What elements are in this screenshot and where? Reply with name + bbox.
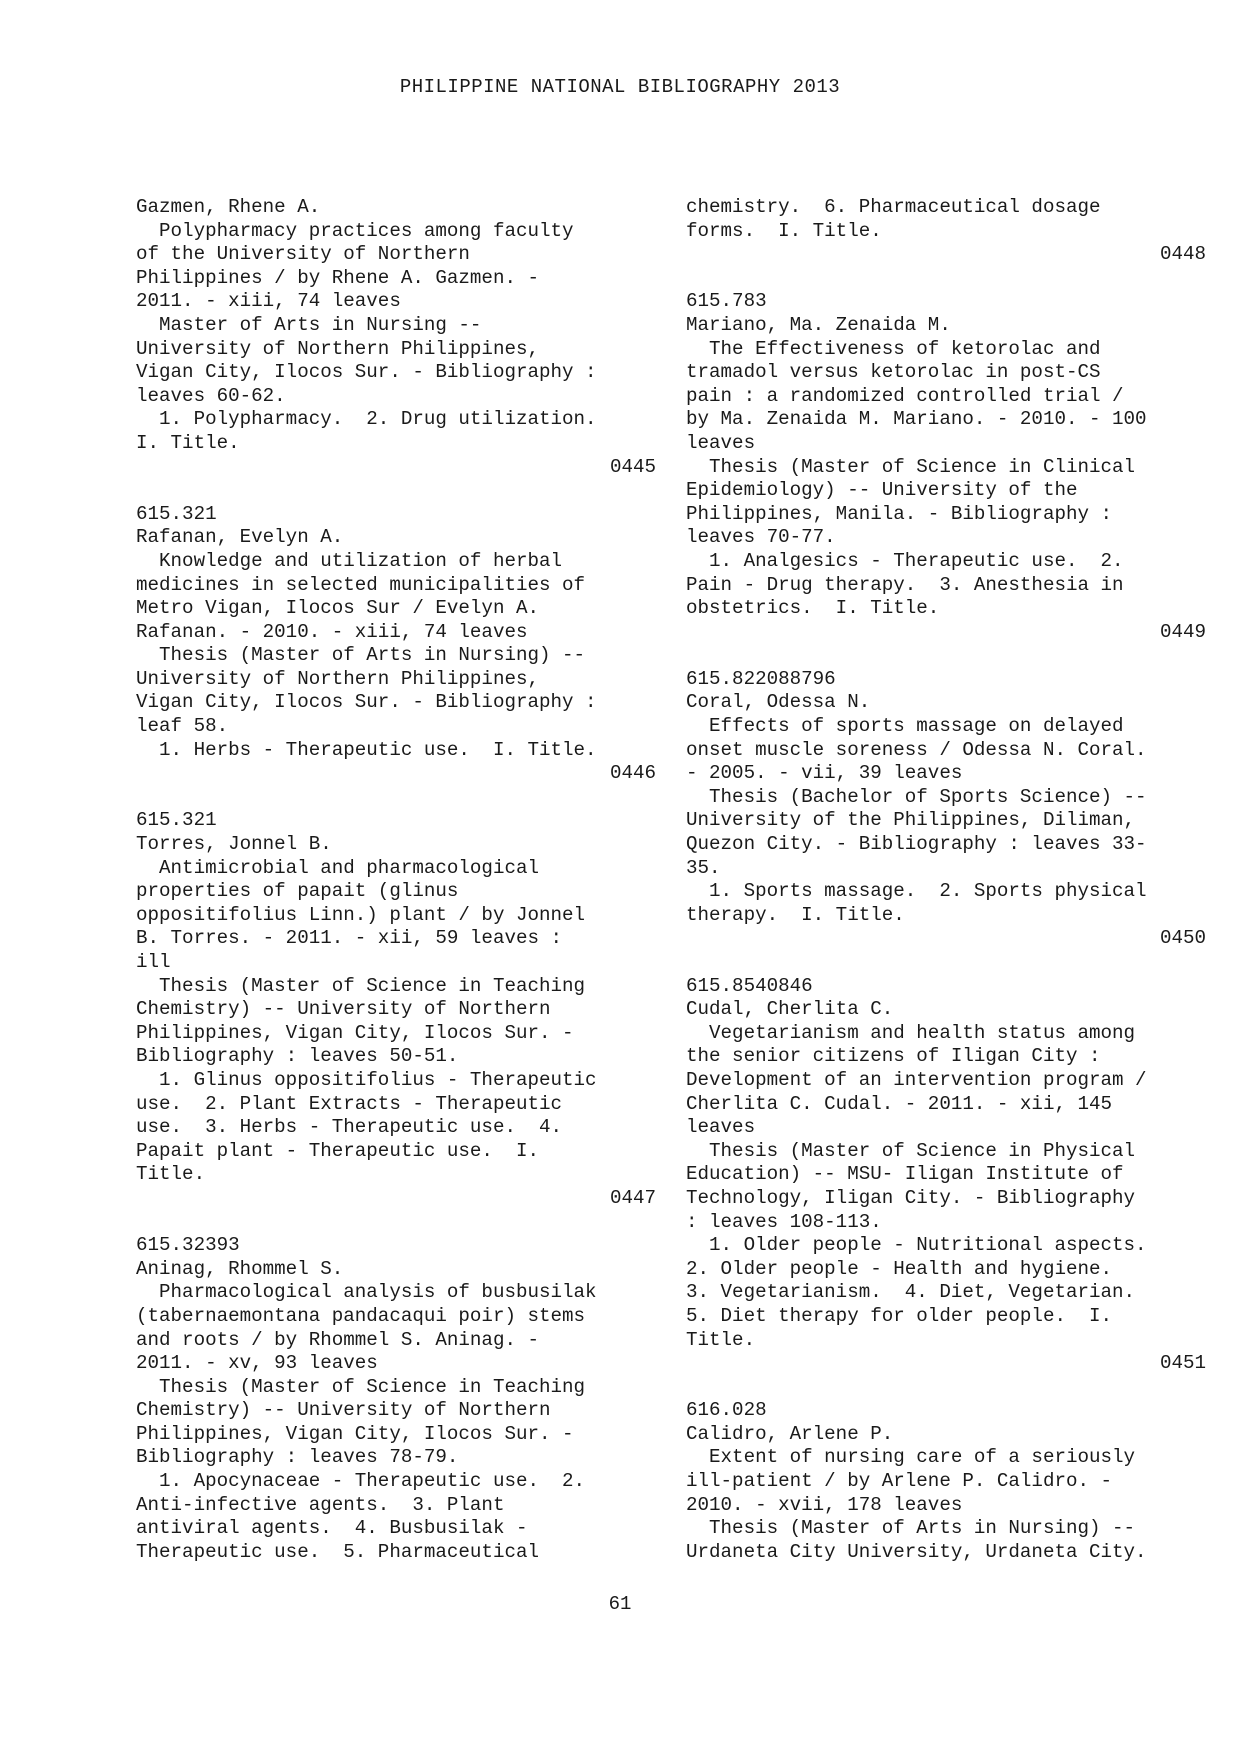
entry-line: Technology, Iligan City. - Bibliography — [686, 1186, 1136, 1209]
entry-line: 615.783 — [686, 290, 767, 313]
entry-line: 1. Analgesics - Therapeutic use. 2. — [686, 549, 1124, 572]
entry-line: Cudal, Cherlita C. — [686, 998, 894, 1021]
entry-line: Effects of sports massage on delayed — [686, 715, 1124, 738]
entry-line: Thesis (Master of Arts in Nursing) -- — [686, 1517, 1136, 1540]
entry-line: 2010. - xvii, 178 leaves — [686, 1493, 963, 1516]
entry-line: 3. Vegetarianism. 4. Diet, Vegetarian. — [686, 1281, 1136, 1304]
entry-line: Thesis (Master of Arts in Nursing) -- — [136, 644, 586, 667]
accession-number: 0448 — [1159, 243, 1206, 266]
entry-line: Rafanan. - 2010. - xiii, 74 leaves — [136, 620, 528, 643]
page-number: 61 — [608, 1593, 632, 1615]
entry-line: (tabernaemontana pandacaqui poir) stems — [136, 1304, 586, 1327]
entry-line: Aninag, Rhommel S. — [136, 1257, 344, 1280]
entry-line: Philippines, Vigan City, Ilocos Sur. - — [136, 1422, 574, 1445]
entry-spacer — [136, 786, 656, 810]
entry-line: Therapeutic use. 5. Pharmaceutical — [136, 1540, 540, 1563]
entry-line: University of Northern Philippines, — [136, 667, 540, 690]
entry-line: medicines in selected municipalities of — [136, 573, 586, 596]
entry-line: obstetrics. I. Title. — [686, 597, 940, 620]
entry-line: Pharmacological analysis of busbusilak — [136, 1281, 597, 1304]
entry-line: Metro Vigan, Ilocos Sur / Evelyn A. — [136, 597, 540, 620]
entry-line: Philippines, Vigan City, Ilocos Sur. - — [136, 1021, 574, 1044]
entry-line: chemistry. 6. Pharmaceutical dosage — [686, 196, 1101, 218]
entry-line: 616.028 — [686, 1399, 767, 1422]
entry-line: Thesis (Master of Science in Clinical — [686, 455, 1136, 478]
entry-line: Vigan City, Ilocos Sur. - Bibliography : — [136, 361, 597, 384]
entry-line: Polypharmacy practices among faculty — [136, 219, 574, 242]
left-column — [136, 196, 656, 1564]
page-header: PHILIPPINE NATIONAL BIBLIOGRAPHY 2013 — [399, 76, 841, 98]
entry-line: Mariano, Ma. Zenaida M. — [686, 313, 951, 336]
entry-line: 5. Diet therapy for older people. I. — [686, 1304, 1113, 1327]
entry-line: 1. Glinus oppositifolius - Therapeutic — [136, 1068, 597, 1091]
accession-number: 0450 — [1159, 927, 1206, 950]
entry-line: tramadol versus ketorolac in post-CS — [686, 361, 1101, 384]
entry-line: pain : a randomized controlled trial / — [686, 384, 1124, 407]
entry-spacer — [686, 1376, 1206, 1400]
entry-line: Education) -- MSU- Iligan Institute of — [686, 1163, 1124, 1186]
entry-line: Rafanan, Evelyn A. — [136, 526, 344, 549]
entry-line: The Effectiveness of ketorolac and — [686, 337, 1101, 360]
entry-line: Thesis (Bachelor of Sports Science) -- — [686, 785, 1147, 808]
entry-line: Bibliography : leaves 78-79. — [136, 1446, 459, 1469]
entry-line: Urdaneta City University, Urdaneta City. — [686, 1540, 1147, 1563]
entry-line: Anti-infective agents. 3. Plant — [136, 1493, 505, 1516]
entry-line: Thesis (Master of Science in Teaching — [136, 974, 586, 997]
entry-line: 615.8540846 — [686, 974, 813, 997]
entry-line: 1. Herbs - Therapeutic use. I. Title. — [136, 738, 597, 761]
entry-line: Torres, Jonnel B. — [136, 833, 332, 856]
accession-number: 0451 — [1159, 1352, 1206, 1375]
entry-line: oppositifolius Linn.) plant / by Jonnel — [136, 903, 586, 926]
entry-line: use. 2. Plant Extracts - Therapeutic — [136, 1092, 563, 1115]
entry-line: and roots / by Rhommel S. Aninag. - — [136, 1328, 540, 1351]
entry-line: Knowledge and utilization of herbal — [136, 549, 563, 572]
entry-line: 2011. - xiii, 74 leaves — [136, 290, 401, 313]
entry-line: therapy. I. Title. — [686, 903, 905, 926]
entry-line: Calidro, Arlene P. — [686, 1422, 894, 1445]
accession-number: 0447 — [609, 1186, 656, 1209]
entry-spacer — [136, 1211, 656, 1235]
entry-line: the senior citizens of Iligan City : — [686, 1045, 1101, 1068]
entry-line: by Ma. Zenaida M. Mariano. - 2010. - 100 — [686, 408, 1147, 431]
entry-line: onset muscle soreness / Odessa N. Coral. — [686, 738, 1147, 761]
entry-line: Epidemiology) -- University of the — [686, 479, 1078, 502]
entry-spacer — [686, 951, 1206, 975]
entry-line: ill — [136, 951, 171, 973]
entry-line: 615.822088796 — [686, 667, 836, 690]
entry-line: Chemistry) -- University of Northern — [136, 1399, 551, 1422]
entry-line: Chemistry) -- University of Northern — [136, 998, 551, 1021]
entry-line: 2. Older people - Health and hygiene. — [686, 1257, 1113, 1280]
entry-line: leaves 70-77. — [686, 526, 836, 549]
entry-line: B. Torres. - 2011. - xii, 59 leaves : — [136, 927, 563, 950]
entry-line: 615.321 — [136, 502, 217, 525]
entry-line: 1. Older people - Nutritional aspects. — [686, 1234, 1147, 1257]
entry-line: 1. Polypharmacy. 2. Drug utilization. — [136, 408, 597, 431]
right-column — [686, 196, 1206, 1564]
entry-line: Coral, Odessa N. — [686, 691, 871, 714]
entry-line: University of Northern Philippines, — [136, 337, 540, 360]
entry-line: 35. — [686, 856, 721, 879]
entry-line: 615.321 — [136, 809, 217, 832]
entry-line: Master of Arts in Nursing -- — [136, 313, 482, 336]
entry-line: leaves — [686, 1116, 756, 1139]
entry-line: antiviral agents. 4. Busbusilak - — [136, 1517, 528, 1540]
entry-spacer — [686, 644, 1206, 668]
entry-line: Philippines, Manila. - Bibliography : — [686, 502, 1113, 525]
entry-line: Philippines / by Rhene A. Gazmen. - — [136, 266, 540, 289]
accession-number: 0445 — [609, 455, 656, 478]
entry-line: Title. — [136, 1163, 206, 1186]
entry-line: - 2005. - vii, 39 leaves — [686, 762, 963, 785]
entry-line: Extent of nursing care of a seriously — [686, 1446, 1136, 1469]
entry-line: Cherlita C. Cudal. - 2011. - xii, 145 — [686, 1092, 1113, 1115]
accession-number: 0449 — [1159, 620, 1206, 643]
entry-line: 615.32393 — [136, 1234, 240, 1257]
entry-line: Quezon City. - Bibliography : leaves 33- — [686, 833, 1147, 856]
entry-line: 1. Apocynaceae - Therapeutic use. 2. — [136, 1470, 586, 1493]
entry-spacer — [686, 267, 1206, 291]
entry-line: : leaves 108-113. — [686, 1210, 882, 1233]
entry-line: leaves — [686, 431, 756, 454]
entry-line: Title. — [686, 1328, 756, 1351]
entry-line: Antimicrobial and pharmacological — [136, 856, 540, 879]
entry-line: University of the Philippines, Diliman, — [686, 809, 1136, 832]
entry-line: ill-patient / by Arlene P. Calidro. - — [686, 1470, 1113, 1493]
entry-line: use. 3. Herbs - Therapeutic use. 4. — [136, 1116, 563, 1139]
entry-line: leaf 58. — [136, 715, 229, 738]
entry-line: Vegetarianism and health status among — [686, 1021, 1136, 1044]
entry-line: Thesis (Master of Science in Physical — [686, 1139, 1136, 1162]
entry-line: Development of an intervention program / — [686, 1068, 1147, 1091]
entry-line: forms. I. Title. — [686, 219, 882, 242]
accession-number: 0446 — [609, 762, 656, 785]
entry-line: of the University of Northern — [136, 243, 470, 266]
entry-line: Pain - Drug therapy. 3. Anesthesia in — [686, 573, 1124, 596]
entry-line: Bibliography : leaves 50-51. — [136, 1045, 459, 1068]
entry-line: properties of papait (glinus — [136, 880, 459, 903]
entry-line: 1. Sports massage. 2. Sports physical — [686, 880, 1147, 903]
entry-spacer — [136, 479, 656, 503]
entry-line: Papait plant - Therapeutic use. I. — [136, 1139, 540, 1162]
entry-line: Gazmen, Rhene A. — [136, 196, 321, 218]
entry-line: 2011. - xv, 93 leaves — [136, 1352, 378, 1375]
entry-line: leaves 60-62. — [136, 384, 286, 407]
entry-line: Thesis (Master of Science in Teaching — [136, 1375, 586, 1398]
entry-line: Vigan City, Ilocos Sur. - Bibliography : — [136, 691, 597, 714]
entry-line: I. Title. — [136, 431, 240, 454]
